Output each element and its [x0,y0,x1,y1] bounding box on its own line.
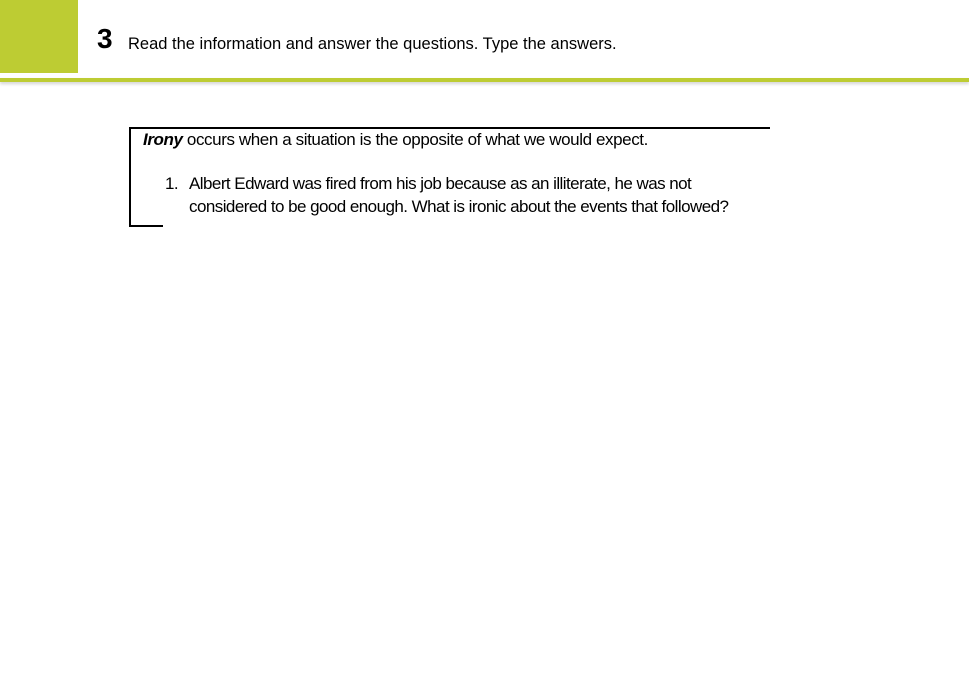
irony-definition [143,129,763,151]
bracket-left-line [129,127,131,227]
bracket-bottom-line [129,225,163,227]
header-divider [0,78,969,82]
definition-text: occurs when a situation is the opposite of what we would expect. [182,130,648,149]
accent-block [0,0,78,73]
instruction-text: Read the information and answer the questions. Type the answers. [128,35,617,53]
term-irony: Irony [143,130,183,149]
question-text [189,172,779,218]
question-line-2: considered to be good enough. What is ironic about the events that followed? [189,197,729,216]
step-number: 3 [97,23,113,54]
activity-header [0,0,969,78]
question-number: 1. [165,174,179,193]
information-box [129,127,770,228]
question-line-1: Albert Edward was fired from his job because as an illiterate, he was not [189,174,692,193]
